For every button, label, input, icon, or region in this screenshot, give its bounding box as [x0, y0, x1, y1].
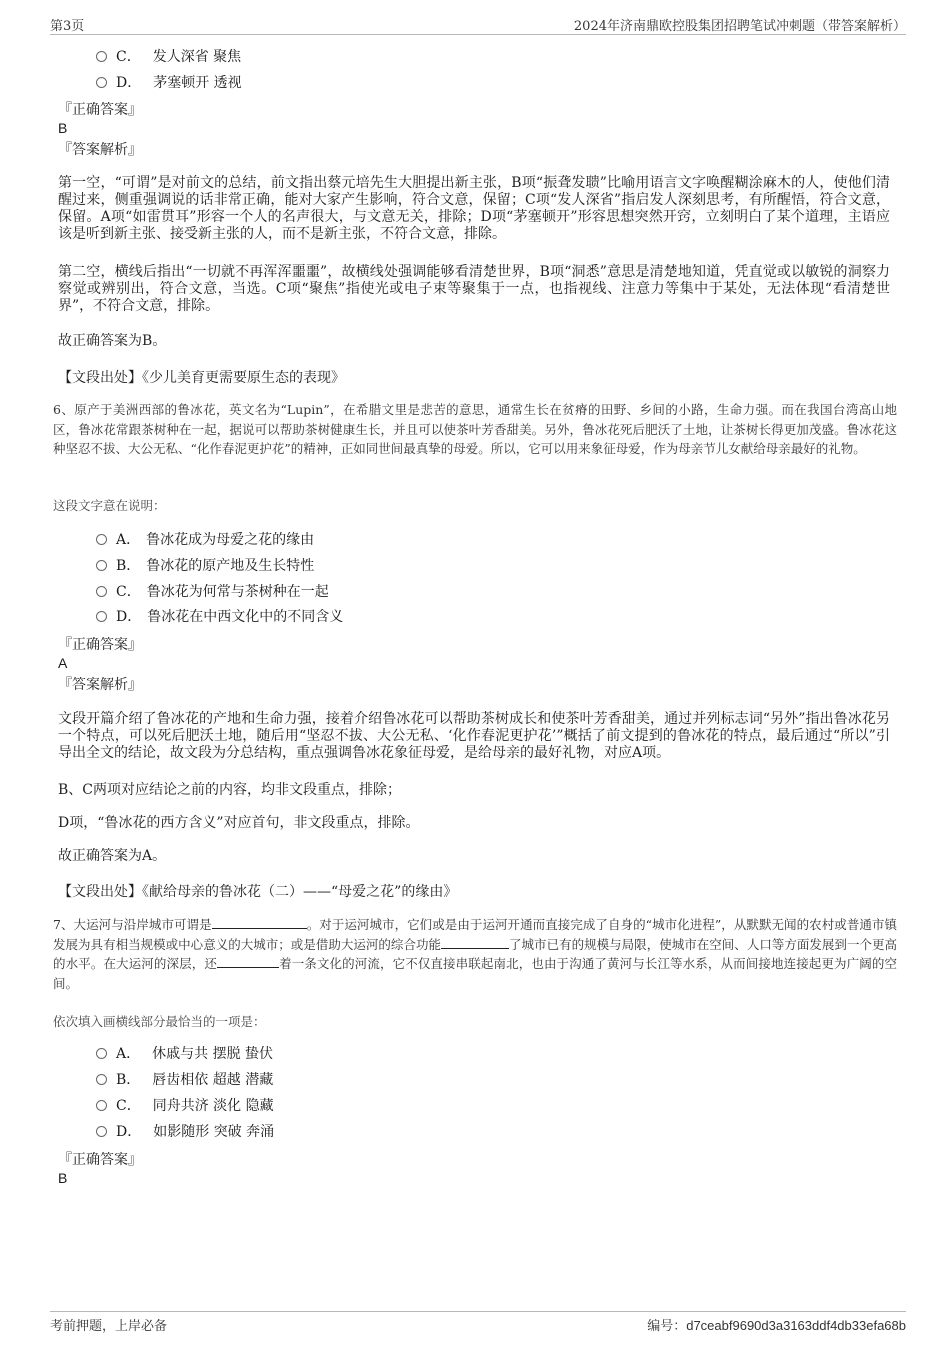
q6-analysis-label: 『答案解析』 — [58, 677, 142, 693]
q5-analysis-paragraph-1: 第一空，“可谓”是对前文的总结，前文指出蔡元培先生大胆提出新主张，B项“振聋发聩”比喻用语言文字唤醒糊涂麻木的人，使他们清醒过来，侧重强调说的话非常正确，能对大家产生影响，符合文意，保留；C项“发人深省”指启发人深刻思考，有所醒悟，符合文意，保留。A项“如雷贯耳”形容一个人的名声很大，与文意无关，排除；D项“茅塞顿开”形容思想突然开窍，立刻明白了某个道理，主语应该是听到新主张、接受新主张的人，而不是新主张，不符合文意，排除。 — [58, 175, 890, 242]
page-number: 第3页 — [50, 19, 85, 34]
blank-2 — [441, 936, 509, 949]
radio-icon[interactable] — [96, 51, 107, 62]
document-title: 2024年济南鼎欧控股集团招聘笔试冲刺题（带答案解析） — [573, 19, 906, 34]
q5-answer: B — [58, 120, 68, 136]
q6-prompt: 这段文字意在说明： — [53, 498, 166, 513]
q6-analysis-paragraph-2: B、C两项对应结论之前的内容，均非文段重点，排除； — [58, 782, 401, 798]
q7-answer: B — [58, 1170, 68, 1186]
radio-icon[interactable] — [96, 1100, 107, 1111]
q7-option-a[interactable]: A． 休戚与共 摆脱 蛰伏 — [96, 1044, 273, 1064]
page-footer — [50, 1311, 906, 1336]
radio-icon[interactable] — [96, 1048, 107, 1059]
blank-1 — [212, 916, 307, 929]
q6-answer: A — [58, 655, 68, 671]
page-header — [50, 12, 906, 35]
q5-answer-label: 『正确答案』 — [58, 102, 142, 118]
q5-option-d[interactable]: D． 茅塞顿开 透视 — [96, 73, 242, 93]
q5-analysis-paragraph-2: 第二空，横线后指出“一切就不再浑浑噩噩”，故横线处强调能够看清楚世界，B项“洞悉”意思是清楚地知道，凭直觉或以敏锐的洞察力察觉或辨别出，符合文意，当选。C项“聚焦”指使光或电子束等聚集于一点，也指视线、注意力等集中于某处，无法体现“看清楚世界”，不符合文意，排除。 — [58, 264, 890, 314]
radio-icon[interactable] — [96, 1074, 107, 1085]
footer-slogan: 考前押题，上岸必备 — [50, 1319, 168, 1334]
document-code: 编号：d7ceabf9690d3a3163ddf4db33efa68b — [647, 1318, 906, 1333]
q5-source: 【文段出处】《少儿美育更需要原生态的表现》 — [58, 370, 345, 386]
radio-icon[interactable] — [96, 1126, 107, 1137]
q7-option-d[interactable]: D． 如影随形 突破 奔涌 — [96, 1122, 274, 1142]
q7-option-c[interactable]: C． 同舟共济 淡化 隐藏 — [96, 1096, 274, 1116]
radio-icon[interactable] — [96, 611, 107, 622]
q6-analysis-conclusion: 故正确答案为A。 — [58, 848, 167, 864]
q6-option-b[interactable]: B． 鲁冰花的原产地及生长特性 — [96, 556, 314, 576]
q5-analysis-conclusion: 故正确答案为B。 — [58, 333, 167, 349]
q6-answer-label: 『正确答案』 — [58, 637, 142, 653]
q6-analysis-paragraph-3: D项，“鲁冰花的西方含义”对应首句，非文段重点，排除。 — [58, 815, 420, 831]
q6-option-a[interactable]: A． 鲁冰花成为母爱之花的缘由 — [96, 530, 314, 550]
q6-stem: 6、原产于美洲西部的鲁冰花，英文名为“Lupin”，在希腊文里是悲苦的意思，通常生长在贫瘠的田野、乡间的小路，生命力强。而在我国台湾高山地区，鲁冰花常跟茶树种在一起，据说可以帮助茶树健康生长，并且可以使茶叶芳香甜美。另外，鲁冰花死后肥沃了土地，让茶树长得更加茂盛。鲁冰花这种坚忍不拔、大公无私、“化作春泥更护花”的精神，正如同世间最真挚的母爱。所以，它可以用来象征母爱，作为母亲节儿女献给母亲最好的礼物。 — [53, 402, 897, 456]
radio-icon[interactable] — [96, 560, 107, 571]
radio-icon[interactable] — [96, 534, 107, 545]
q6-option-c[interactable]: C． 鲁冰花为何常与茶树种在一起 — [96, 582, 329, 602]
q7-option-b[interactable]: B． 唇齿相依 超越 潜藏 — [96, 1070, 273, 1090]
radio-icon[interactable] — [96, 77, 107, 88]
q7-prompt: 依次填入画横线部分最恰当的一项是： — [53, 1014, 266, 1029]
q6-option-d[interactable]: D． 鲁冰花在中西文化中的不同含义 — [96, 607, 343, 627]
q5-option-c[interactable]: C． 发人深省 聚焦 — [96, 47, 241, 67]
q6-source: 【文段出处】《献给母亲的鲁冰花（二）——“母爱之花”的缘由》 — [58, 884, 458, 900]
blank-3 — [217, 955, 279, 968]
q5-analysis-label: 『答案解析』 — [58, 142, 142, 158]
radio-icon[interactable] — [96, 586, 107, 597]
q6-analysis-paragraph-1: 文段开篇介绍了鲁冰花的产地和生命力强，接着介绍鲁冰花可以帮助茶树成长和使茶叶芳香甜美，通过并列标志词“另外”指出鲁冰花另一个特点，可以死后肥沃土地，随后用“坚忍不拔、大公无私、‘化作春泥更护花’”概括了前文提到的鲁冰花的特点，最后通过“所以”引导出全文的结论，故文段为分总结构，重点强调鲁冰花象征母爱，是给母亲的最好礼物，对应A项。 — [58, 711, 890, 761]
q7-answer-label: 『正确答案』 — [58, 1152, 142, 1168]
q7-stem: 7、大运河与沿岸城市可谓是 。对于运河城市，它们或是由于运河开通而直接完成了自身的“城市化进程”，从默默无闻的农村或普通市镇发展为具有相当规模或中心意义的大城市；或是借助大运河的综合功能 了城市已有的规模与局限，使城市在空间、人口等方面发展到一个更高的水平。在大运河的深层，还 着一条文化的河流，它不仅直接串联起南北，也由于沟通了黄河与长江等水系，从而间接地连接起更为广阔的空间。 — [53, 917, 897, 991]
